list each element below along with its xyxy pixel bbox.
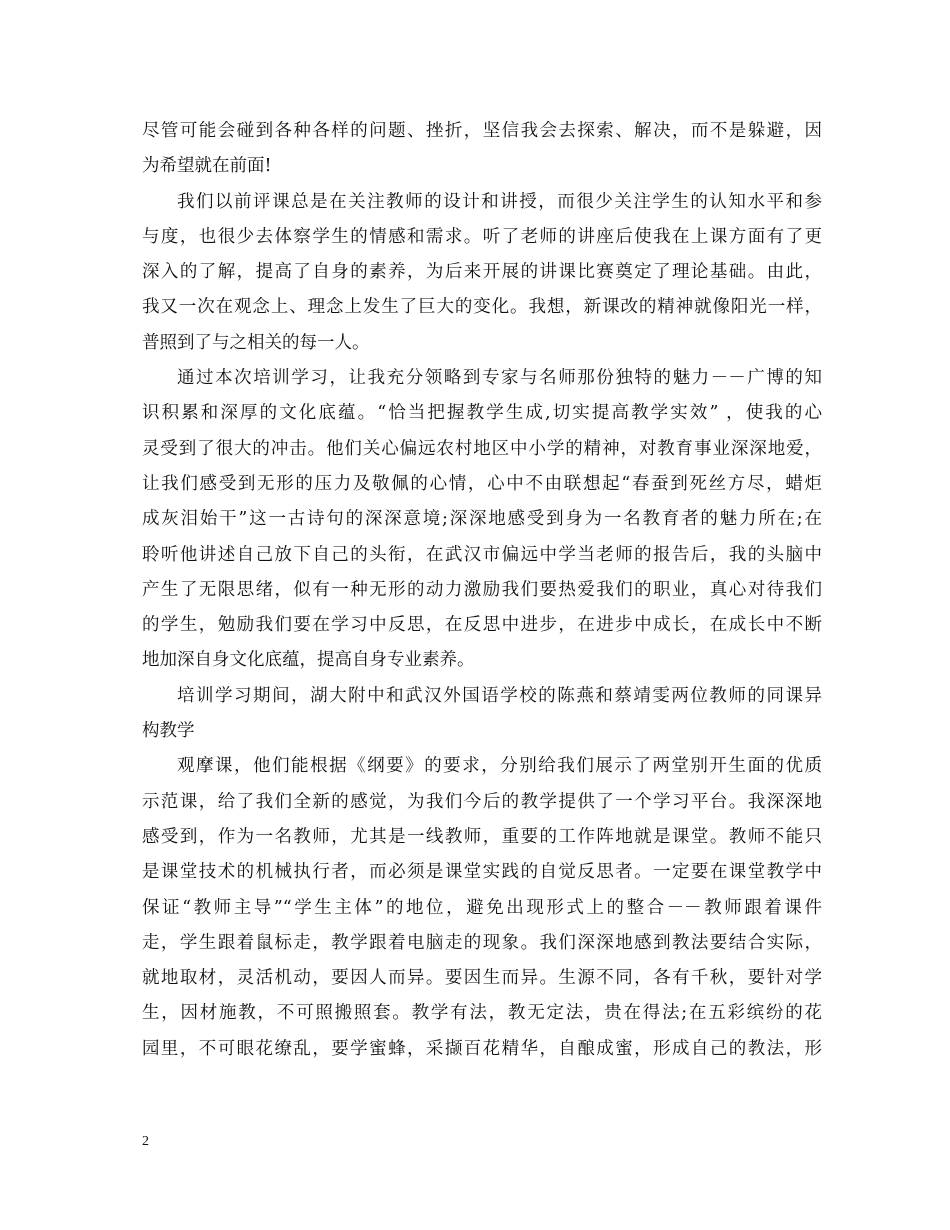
text-line: 为希望就在前面! <box>142 156 272 177</box>
text-line: 就地取材，灵活机动，要因人而异。要因生而异。生源不同，各有千秋，要针对学 <box>142 968 822 989</box>
text-line: 灵受到了很大的冲击。他们关心偏远农村地区中小学的精神，对教育事业深深地爱， <box>142 438 822 459</box>
text-line: 园里，不可眼花缭乱，要学蜜蜂，采撷百花精华，自酿成蜜，形成自己的教法，形 <box>142 1038 822 1059</box>
text-line: 构教学 <box>142 721 195 742</box>
text-line: 通过本次培训学习，让我充分领略到专家与名师那份独特的魅力－－广博的知 <box>177 368 822 389</box>
text-line: 聆听他讲述自己放下自己的头衔，在武汉市偏远中学当老师的报告后，我的头脑中 <box>142 544 822 565</box>
text-line: 我又一次在观念上、理念上发生了巨大的变化。我想，新课改的精神就像阳光一样， <box>142 297 822 318</box>
text-line: 示范课，给了我们全新的感觉，为我们今后的教学提供了一个学习平台。我深深地 <box>142 791 822 812</box>
text-line: 让我们感受到无形的压力及敬佩的心情，心中不由联想起“春蚕到死丝方尽，蜡炬 <box>142 473 822 494</box>
text-line: 我们以前评课总是在关注教师的设计和讲授，而很少关注学生的认知水平和参 <box>177 191 822 212</box>
text-line: 保证“教师主导”“学生主体”的地位，避免出现形式上的整合－－教师跟着课件 <box>142 897 822 918</box>
text-line: 培训学习期间，湖大附中和武汉外国语学校的陈燕和蔡靖雯两位教师的同课异 <box>177 685 822 706</box>
page-number: 2 <box>142 1134 149 1149</box>
text-line: 普照到了与之相关的每一人。 <box>142 332 370 353</box>
text-line: 深入的了解，提高了自身的素养，为后来开展的讲课比赛奠定了理论基础。由此， <box>142 262 822 283</box>
text-line: 产生了无限思绪，似有一种无形的动力激励我们要热爱我们的职业，真心对待我们 <box>142 579 822 600</box>
text-line: 走，学生跟着鼠标走，教学跟着电脑走的现象。我们深深地感到教法要结合实际， <box>142 932 822 953</box>
text-line: 的学生，勉励我们要在学习中反思，在反思中进步，在进步中成长，在成长中不断 <box>142 615 822 636</box>
text-line: 成灰泪始干”这一古诗句的深深意境;深深地感受到身为一名教育者的魅力所在;在 <box>142 509 822 530</box>
text-line: 地加深自身文化底蕴，提高自身专业素养。 <box>142 650 475 671</box>
text-line: 感受到，作为一名教师，尤其是一线教师，重要的工作阵地就是课堂。教师不能只 <box>142 826 822 847</box>
text-line: 生，因材施教，不可照搬照套。教学有法，教无定法，贵在得法;在五彩缤纷的花 <box>142 1003 822 1024</box>
text-line: 识积累和深厚的文化底蕴。“恰当把握教学生成,切实提高教学实效” ，使我的心 <box>142 403 822 424</box>
text-line: 观摩课，他们能根据《纲要》的要求，分别给我们展示了两堂别开生面的优质 <box>177 756 822 777</box>
text-line: 尽管可能会碰到各种各样的问题、挫折，坚信我会去探索、解决，而不是躲避，因 <box>142 121 822 141</box>
body-text <box>142 114 822 1067</box>
text-line: 是课堂技术的机械执行者，而必须是课堂实践的自觉反思者。一定要在课堂教学中 <box>142 862 822 883</box>
text-line: 与度，也很少去体察学生的情感和需求。听了老师的讲座后使我在上课方面有了更 <box>142 226 822 247</box>
